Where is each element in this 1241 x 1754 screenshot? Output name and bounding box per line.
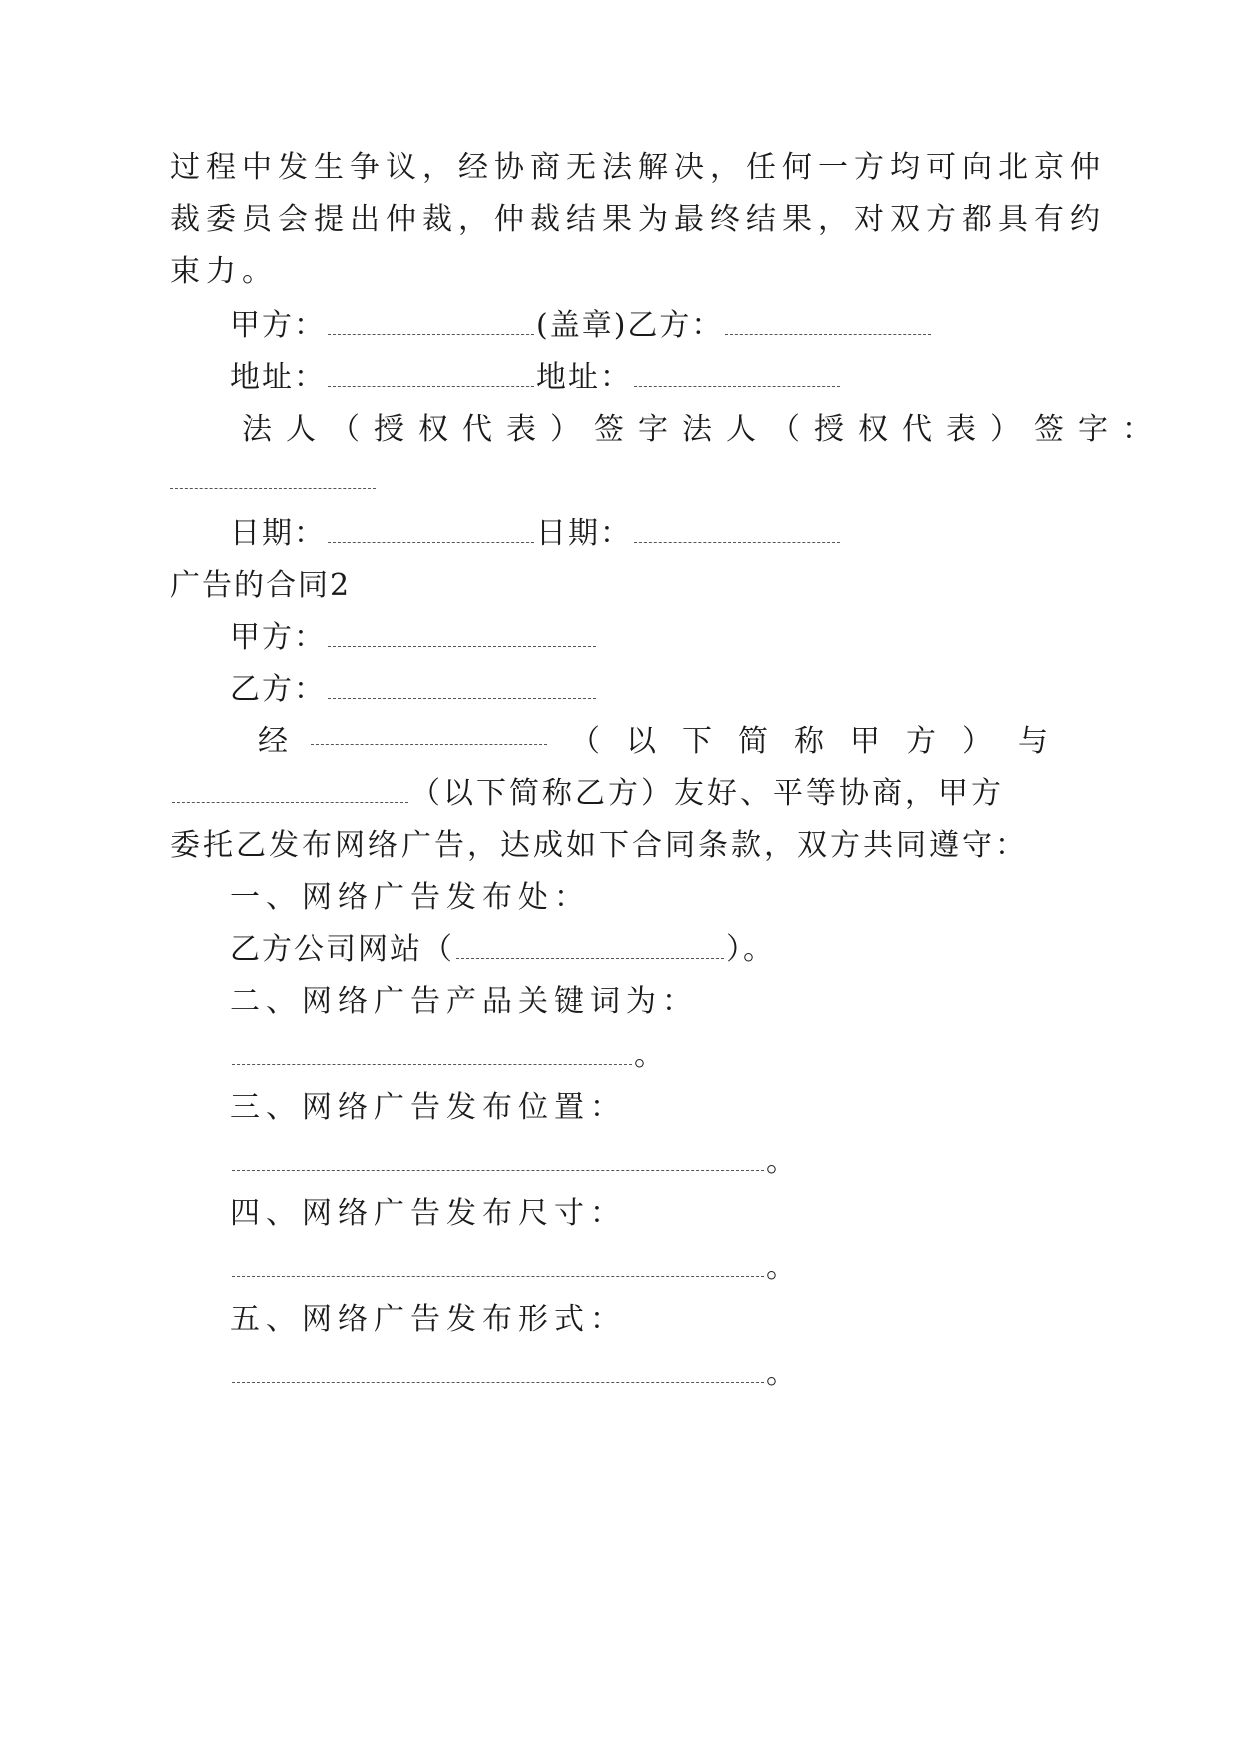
intro-start: 经 <box>258 724 288 759</box>
contract2-intro-row-1 <box>258 722 1074 762</box>
clause-1-detail-a: 乙方公司网站（ <box>230 932 454 967</box>
clause-3-answer <box>230 1142 802 1182</box>
clause-5: 五、网络广告发布形式： <box>230 1302 626 1337</box>
legal-rep-label: 法人（授权代表）签字法人（授权代表）签字： <box>242 412 1166 447</box>
keywords-blank[interactable] <box>232 1042 632 1065</box>
intro-party-a-blank[interactable] <box>311 722 547 745</box>
clause-5-answer <box>230 1354 802 1394</box>
contract2-intro-row-2 <box>170 774 1004 814</box>
intro-mid <box>570 722 1074 762</box>
clause-2-period: 。 <box>634 1038 670 1073</box>
seal-label: (盖章)乙方： <box>536 308 724 343</box>
clause-3-period: 。 <box>766 1144 802 1179</box>
party-b-blank[interactable] <box>725 312 931 335</box>
contract2-party-a-label: 甲方： <box>230 620 326 655</box>
contract2-party-a-blank[interactable] <box>328 624 596 647</box>
legal-rep-blank[interactable] <box>170 488 376 489</box>
party-a-blank[interactable] <box>328 312 534 335</box>
clause-1-detail <box>230 930 775 970</box>
address-b-label: 地址： <box>536 360 632 395</box>
clause-4-answer <box>230 1248 802 1288</box>
signature-address-row <box>230 358 842 398</box>
signature-party-row <box>230 306 933 346</box>
address-a-blank[interactable] <box>328 364 534 387</box>
intro-line-2: （以下简称乙方）友好、平等协商，甲方 <box>410 776 1004 811</box>
date-a-blank[interactable] <box>328 520 534 543</box>
contract2-title: 广告的合同2 <box>170 568 352 603</box>
address-b-blank[interactable] <box>634 364 840 387</box>
party-a-label: 甲方： <box>230 308 326 343</box>
date-b-label: 日期： <box>536 516 632 551</box>
clause-4-period: 。 <box>766 1250 802 1285</box>
paragraph-line-3: 束力。 <box>170 254 278 289</box>
intro-party-b-blank[interactable] <box>172 780 408 803</box>
contract2-party-b-blank[interactable] <box>328 676 596 699</box>
clause-1-detail-b: ）。 <box>726 932 775 967</box>
clause-2-answer <box>230 1036 670 1076</box>
format-blank[interactable] <box>232 1360 764 1383</box>
paragraph-line-1: 过程中发生争议，经协商无法解决，任何一方均可向北京仲 <box>170 150 1106 185</box>
clause-4: 四、网络广告发布尺寸： <box>230 1196 626 1231</box>
size-blank[interactable] <box>232 1254 764 1277</box>
contract2-party-b-row <box>230 670 598 710</box>
contract2-intro-row-3: 委托乙发布网络广告，达成如下合同条款，双方共同遵守： <box>170 828 1028 863</box>
paragraph-line-2: 裁委员会提出仲裁，仲裁结果为最终结果，对双方都具有约 <box>170 202 1106 237</box>
clause-1: 一、网络广告发布处： <box>230 880 590 915</box>
contract2-party-a-row <box>230 618 598 658</box>
address-a-label: 地址： <box>230 360 326 395</box>
website-blank[interactable] <box>456 936 724 959</box>
date-b-blank[interactable] <box>634 520 840 543</box>
intro-mid-text: （以下简称甲方）与 <box>570 724 1074 759</box>
date-a-label: 日期： <box>230 516 326 551</box>
position-blank[interactable] <box>232 1148 764 1171</box>
signature-date-row <box>230 514 842 554</box>
clause-3: 三、网络广告发布位置： <box>230 1090 626 1125</box>
clause-2: 二、网络广告产品关键词为： <box>230 984 698 1019</box>
contract2-party-b-label: 乙方： <box>230 672 326 707</box>
clause-5-period: 。 <box>766 1356 802 1391</box>
